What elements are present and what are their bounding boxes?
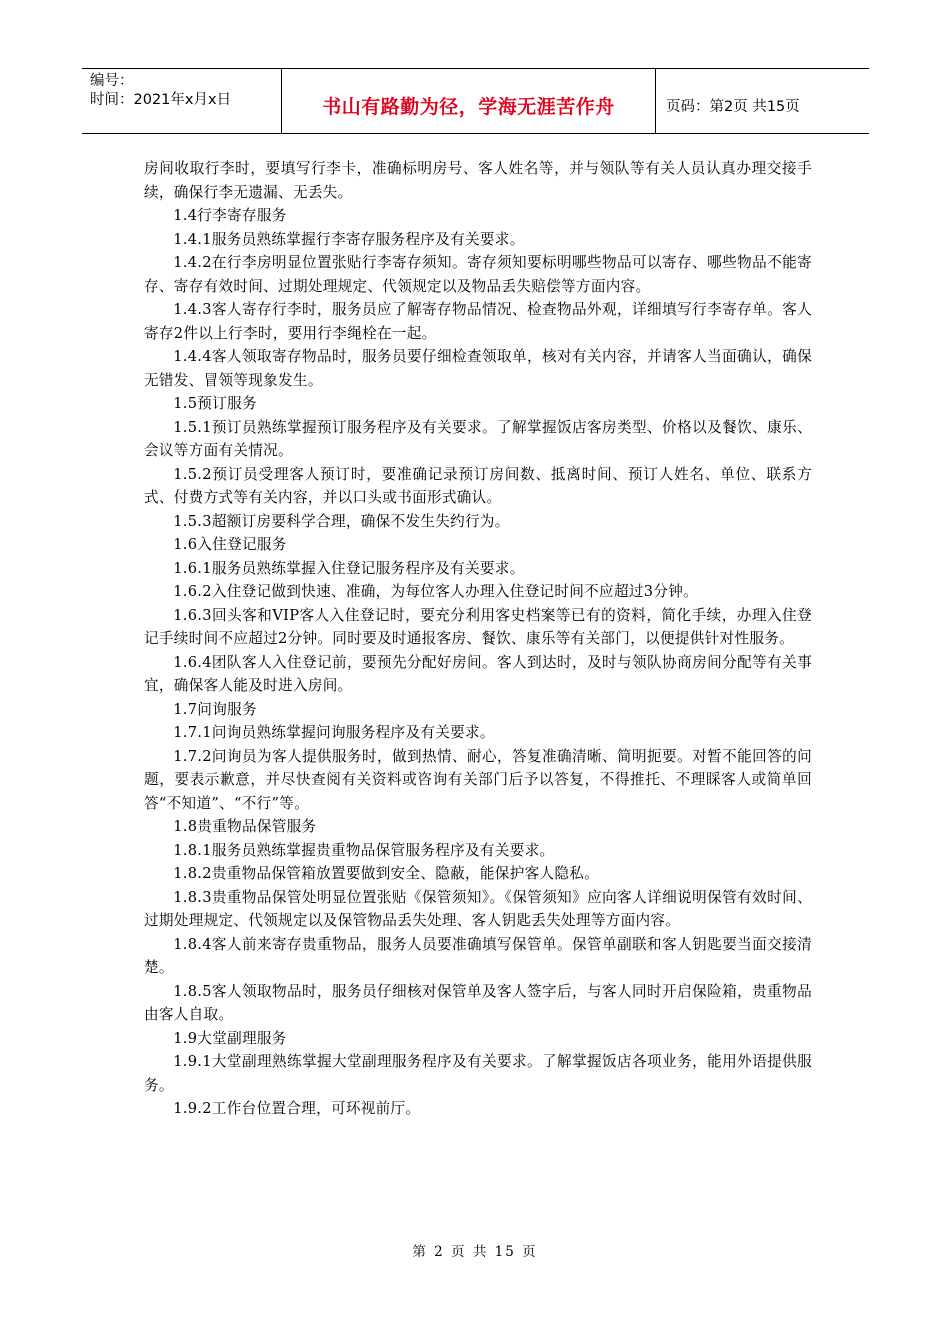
document-body	[144, 157, 812, 1121]
document-date: 时间：2021年x月x日	[90, 92, 232, 108]
paragraph: 1.4.1服务员熟练掌握行李寄存服务程序及有关要求。	[173, 230, 525, 248]
paragraph: 1.8.2贵重物品保管箱放置要做到安全、隐蔽，能保护客人隐私。	[173, 865, 600, 882]
paragraph: 1.5.2预订员受理客人预订时，要准确记录预订房间数、抵离时间、预订人姓名、单位、联系方式、付费方式等有关内容，并以口头或书面形式确认。	[144, 465, 812, 506]
paragraph: 1.9.2工作台位置合理，可环视前厅。	[173, 1100, 421, 1117]
paragraph: 1.5.1预订员熟练掌握预订服务程序及有关要求。了解掌握饭店客房类型、价格以及餐饮、康乐、会议等方面有关情况。	[144, 418, 812, 459]
paragraph: 1.9.1大堂副理熟练掌握大堂副理服务程序及有关要求。了解掌握饭店各项业务，能用外语提供服务。	[144, 1053, 812, 1094]
paragraph: 1.8.3贵重物品保管处明显位置张贴《保管须知》。《保管须知》应向客人详细说明保管有效时间、过期处理规定、代领规定以及保管物品丢失处理、客人钥匙丢失处理等方面内容。	[144, 888, 812, 929]
paragraph: 1.4.2在行李房明显位置张贴行李寄存须知。寄存须知要标明哪些物品可以寄存、哪些物品不能寄存、寄存有效时间、过期处理规定、代领规定以及物品丢失赔偿等方面内容。	[144, 254, 812, 295]
paragraph: 1.4.4客人领取寄存物品时，服务员要仔细检查领取单，核对有关内容，并请客人当面确认，确保无错发、冒领等现象发生。	[144, 348, 812, 389]
document-number-label: 编号：	[90, 73, 134, 89]
header-meta	[82, 69, 282, 133]
paragraph: 1.6.2入住登记做到快速、准确，为每位客人办理入住登记时间不应超过3分钟。	[173, 583, 699, 600]
paragraph: 1.5.3超额订房要科学合理，确保不发生失约行为。	[173, 512, 510, 530]
header-motto: 书山有路勤为径，学海无涯苦作舟	[282, 69, 656, 133]
paragraph: 1.8.1服务员熟练掌握贵重物品保管服务程序及有关要求。	[173, 841, 555, 859]
paragraph: 1.5预订服务	[173, 395, 257, 412]
paragraph: 1.8.4客人前来寄存贵重物品，服务人员要准确填写保管单。保管单副联和客人钥匙要当面交接清楚。	[144, 935, 812, 976]
paragraph: 房间收取行李时，要填写行李卡，准确标明房号、客人姓名等，并与领队等有关人员认真办理交接手续，确保行李无遗漏、无丢失。	[144, 160, 812, 201]
paragraph: 1.6.1服务员熟练掌握入住登记服务程序及有关要求。	[173, 559, 525, 577]
paragraph: 1.7问询服务	[173, 700, 257, 718]
header-page-info: 页码：第2页 共15页	[666, 98, 800, 115]
paragraph: 1.6.3回头客和VIP客人入住登记时，要充分利用客史档案等已有的资料，简化手续，办理入住登记手续时间不应超过2分钟。同时要及时通报客房、餐饮、康乐等有关部门，以便提供针对性服务。	[144, 606, 812, 647]
paragraph: 1.4.3客人寄存行李时，服务员应了解寄存物品情况、检查物品外观，详细填写行李寄存单。客人寄存2件以上行李时，要用行李绳栓在一起。	[144, 301, 812, 342]
paragraph: 1.8.5客人领取物品时，服务员仔细核对保管单及客人签字后，与客人同时开启保险箱，贵重物品由客人自取。	[144, 982, 812, 1023]
paragraph: 1.6.4团队客人入住登记前，要预先分配好房间。客人到达时，及时与领队协商房间分配等有关事宜，确保客人能及时进入房间。	[144, 653, 812, 694]
paragraph: 1.4行李寄存服务	[173, 207, 287, 224]
paragraph: 1.7.1问询员熟练掌握问询服务程序及有关要求。	[173, 724, 495, 741]
paragraph: 1.9大堂副理服务	[173, 1029, 287, 1047]
paragraph: 1.8贵重物品保管服务	[173, 818, 317, 835]
paragraph: 1.7.2问询员为客人提供服务时，做到热情、耐心，答复准确清晰、简明扼要。对暂不能回答的问题，要表示歉意，并尽快查阅有关资料或咨询有关部门后予以答复，不得推托、不理睬客人或简单回答“不知道”、“不行”等。	[144, 747, 812, 812]
page-header	[82, 68, 869, 134]
paragraph: 1.6入住登记服务	[173, 536, 287, 553]
page-footer: 第 2 页 共 15 页	[412, 1244, 538, 1260]
